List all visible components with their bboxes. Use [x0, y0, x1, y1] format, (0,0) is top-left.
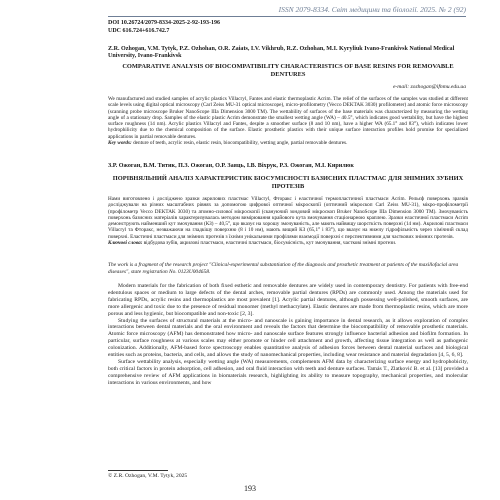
- article-title-en: COMPARATIVE ANALYSIS OF BIOCOMPATIBILITY CHARACTERISTICS OF BASE RESINS FOR REMOVABLE DENTURES: [122, 63, 454, 78]
- keywords-en-label: Key words:: [108, 140, 132, 147]
- body-paragraph: Surface wettability analysis, especially wetting angle (WA) measurements, complements AFM data by characterizing surface energy and hydrophobicity, both critical factors in protein adsorption, cell adhesion, and oral fluid interaction with teeth and denture surfaces. Tamás T., Zlatković B. et al. [13] provided a comprehensive review of AFM applications in biomaterials research, highlighting its ability to measure topography, mechanical properties, and molecular interactions in various environments, and how: [108, 358, 468, 386]
- grant-note: The work is a fragment of the research project "Clinical-experimental substantiation of the diagnosis and prosthetic treatment at patients of the maxillofacial area diseases", state registration No. 0123U004658.: [108, 262, 459, 275]
- keywords-ua: відбудова зубів, акрилові пластмаси, еластичні пластмаси, біосумісність, кут змочування, часткові знімні протези.: [143, 240, 397, 247]
- body-paragraph: Modern materials for the fabrication of both fixed esthetic and removable dentures are widely used in contemporary dentistry. For patients with free-end edentulous spaces or medium to large defects of the dental arches, removable partial dentures (RPDs) are commonly used. Among the materials used for fabricating RPDs, acrylic resins and thermoplastics are most prevalent [1]. Acrylic partial dentures, although possessing well-polished, smooth surfaces, are more allergenic and toxic due to the presence of residual monomer (methyl methacrylate). Elastic dentures are made from thermoplastic resins, which are more porous and less hygienic, but biocompatible and non-toxic [2, 3].: [108, 283, 468, 317]
- page-number: 193: [244, 484, 256, 493]
- authors-ua: З.Р. Ожоган, В.М. Титик, П.З. Ожоган, О.Р. Заяць, І.В. Віхрук, Р.З. Ожоган, М.І. Кирилюк: [108, 163, 354, 169]
- journal-header: ISSN 2079-8334. Світ медицини та біології. 2025. № 2 (92): [278, 5, 466, 14]
- abstract-ua-text: Нами виготовлено і досліджено зразки акрилових пластмас Villacryl, Фторакс і еластичної термопластичної пластмаси Acrim. Рельєф поверхонь зразків досліджували на різних масштабних рівнях за допомогою цифрової оптичної мікроскопії (оптичний мікроскоп Carl Zeiss MU-31), мікро-профілометрії (профілометр Vecco DEKTAK 3030) та атомно-силової мікроскопії (скануючий зондовий мікроскоп Bruker NanoScope IIIa Dimension 3000 TM). Змочуваність поверхонь базисних матеріалів характеризувалась методом вимірювання крайового кута змочування стаціонарною краплею. Зразки еластичної пластмаси Acrim демонструють найменший кут змочування (КЗ) – 40,5°, що вказує на хорошу змочуваність, але мають найвищу шорсткість поверхні (14 нм). Акрилові пластмаси Villacryl та Фторакс, незважаючи на гладкішу поверхню (8 і 10 нм), мають вищий КЗ (65,1° і 83°), що вказує на нижчу гідрофільність через хімічний склад поверхні. Еластичні пластмаси для знімних протезів з їхніми унікальними профілями взаємодії поверхні є перспективними для часткових знімних протезів.: [108, 196, 468, 240]
- body-text: [108, 283, 468, 387]
- copyright: © Z.R. Ozhogan, V.M. Tytyk, 2025: [108, 473, 188, 479]
- body-paragraph: Studying the surfaces of structural materials at the micro- and nanoscale is gaining importance in dental research, as it allows exploration of complex interactions between dental materials and the oral environment and reveals the factors that determine the biocompatibility of removable prosthetic materials. Atomic force microscopy (AFM) has demonstrated how micro- and nanoscale surface features strongly influence bacterial adhesion and biofilm formation. In particular, surface roughness at various scales may either promote or hinder cell attachment and growth, affecting tissue integration as well as pathogenic colonization. Additionally, AFM-based force spectroscopy enables quantitative analysis of adhesion forces between dental material surfaces and biological entities such as proteins, bacteria, and cells, and allows the study of nanomechanical properties, including wear resistance and material degradation [4, 5, 6, 8].: [108, 317, 468, 359]
- udc-line: UDC 616.724+616.742.7: [108, 27, 170, 34]
- contact-email: e-mail: zozhogan@ifnmu.edu.ua: [392, 84, 466, 90]
- keywords-ua-label: Ключові слова:: [108, 240, 143, 247]
- header-divider: [108, 16, 466, 17]
- footer-divider: [108, 470, 168, 471]
- keywords-en: denture of teeth, acrylic resin, elastic resin, biocompatibility, wetting angle, partial removable dentures.: [133, 140, 348, 147]
- doi-line: DOI 10.26724/2079-8334-2025-2-92-193-196: [108, 20, 220, 26]
- abstract-en: [108, 96, 468, 146]
- authors-en: Z.R. Ozhogan, V.M. Tytyk, P.Z. Ozhohan, O.R. Zaiats, I.V. Vikhrub, R.Z. Ozhohan, M.I. Kyryliuk Ivano-Frankivsk National Medical University, Ivano-Frankivsk: [108, 46, 455, 60]
- article-title-ua: ПОРІВНЯЛЬНИЙ АНАЛІЗ ХАРАКТЕРИСТИК БІОСУМІСНОСТІ БАЗИСНИХ ПЛАСТМАС ДЛЯ ЗНІМНИХ ЗУБНИХ ПРОТЕЗІВ: [112, 175, 464, 190]
- abstract-ua: [108, 196, 468, 246]
- article-meta: [108, 20, 468, 35]
- abstract-en-text: We manufactured and studied samples of acrylic plastics Villacryl, Fantes and elastic thermoplastic Acrim. The relief of the surfaces of the samples was studied at different scale levels using digital optical microscopy (Carl Zeiss MU-31 optical microscope), micro-profilometry (Vecco DEKTAK 3030) profilometer) and atomic force microscopy (scanning probe microscope Bruker NanoScope IIIa Dimension 3000 TM). The wettability of surfaces of the base materials was characterized by measuring the wetting angle of a stationary drop. Samples of the elastic plastic Acrim demonstrate the smallest wetting angle (WA) – 40.5°, which indicates good wettability, but have the highest surface roughness (14 nm). Acrylic plastics Villacryl and Fantes, despite a smoother surface (8 and 10 nm), have a higher WA (65.1° and 83°), which indicates lower hydrophilicity due to the chemical composition of the surface. Elastic prosthetic plastics with their unique surface interaction profiles hold promise for specialized applications in partial removable dentures.: [108, 96, 468, 140]
